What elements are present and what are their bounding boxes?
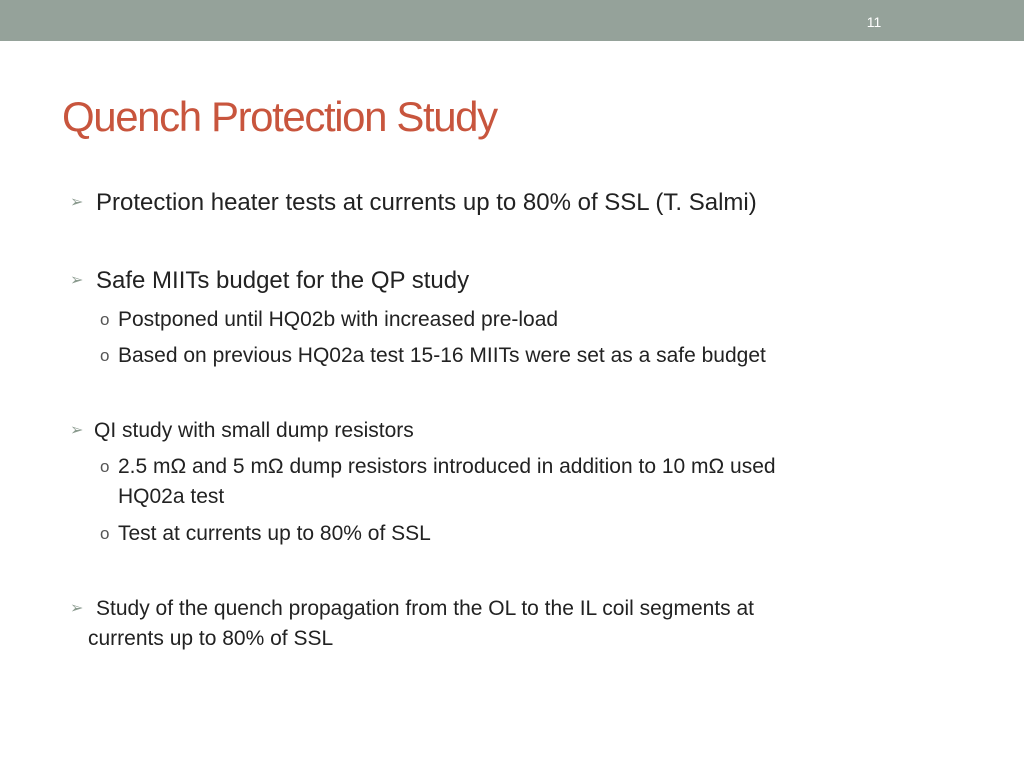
bullet-text: Protection heater tests at currents up to 80% of SSL (T. Salmi) [96,189,757,216]
bullet-text: currents up to 80% of SSL [88,627,334,650]
circle-bullet-icon: o [100,524,110,543]
bullet-continuation [88,624,333,654]
sub-bullet-text: Based on previous HQ02a test 15-16 MIITs were set as a safe budget [118,344,766,367]
sub-bullet-continuation [118,482,224,512]
arrow-bullet-icon: ➢ [70,600,84,617]
circle-bullet-icon: o [100,310,110,329]
sub-bullet-text: Postponed until HQ02b with increased pre-load [118,308,559,331]
arrow-bullet-icon: ➢ [70,194,84,211]
circle-bullet-icon: o [100,457,110,476]
arrow-bullet-icon: ➢ [70,422,84,439]
sub-bullet-text: HQ02a test [118,485,225,508]
bullet-text: QI study with small dump resistors [94,419,414,442]
arrow-bullet-icon: ➢ [70,272,84,289]
circle-bullet-icon: o [100,346,110,365]
slide-title: Quench Protection Study [62,93,497,140]
sub-bullet-text: 2.5 mΩ and 5 mΩ dump resistors introduced in addition to 10 mΩ used [118,455,776,478]
slide-number: 11 [866,14,882,30]
bullet-text: Study of the quench propagation from the OL to the IL coil segments at [96,597,755,620]
sub-bullet-text: Test at currents up to 80% of SSL [118,522,431,545]
bullet-text: Safe MIITs budget for the QP study [96,267,470,294]
